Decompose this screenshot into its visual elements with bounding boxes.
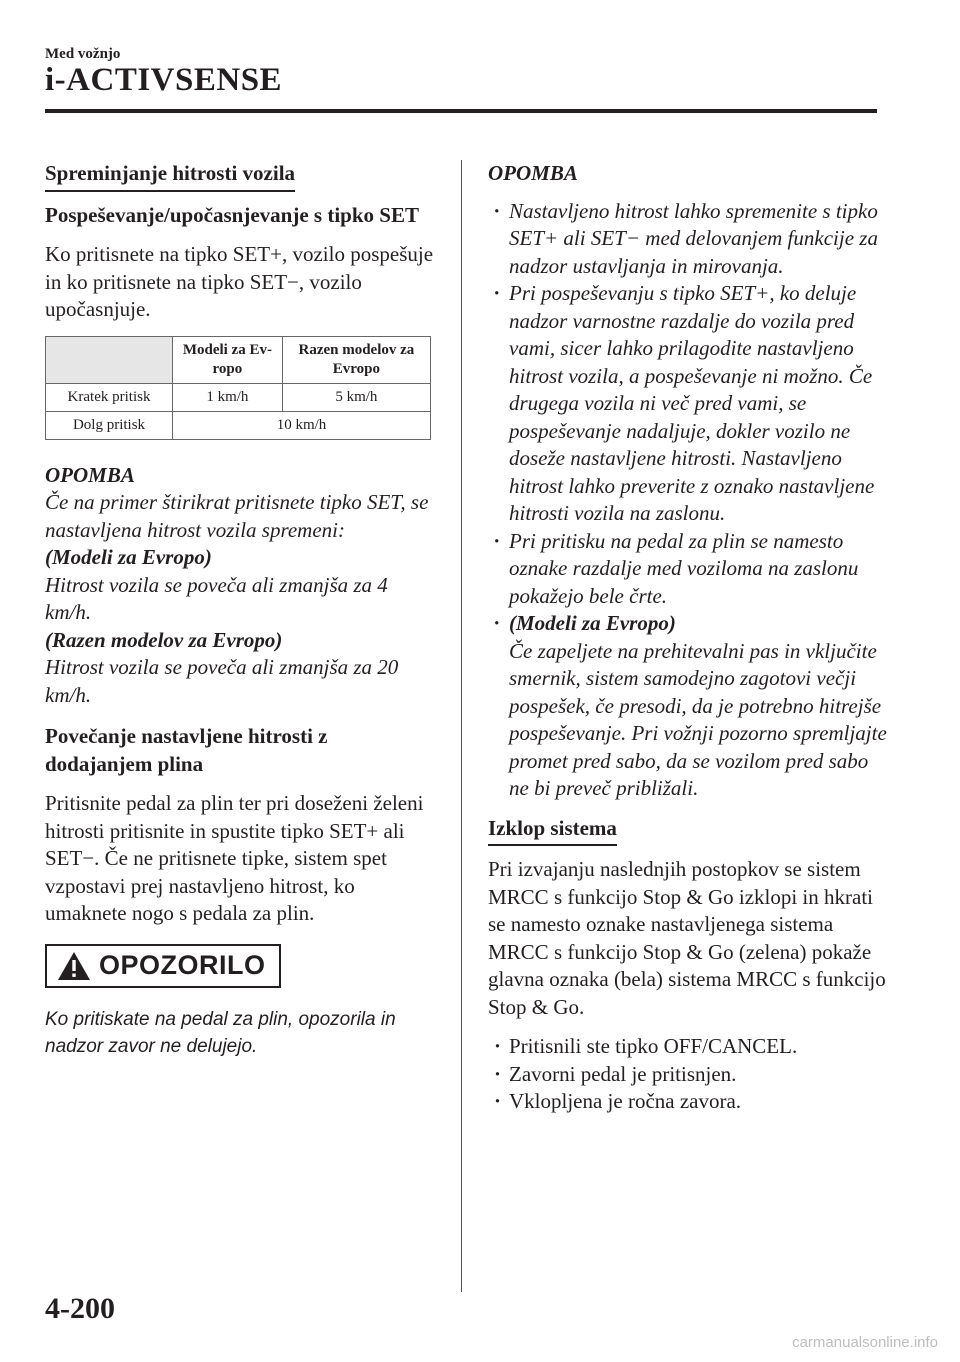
header-rule — [45, 109, 877, 113]
warning-label: OPOZORILO — [99, 949, 266, 980]
list-item: · Zavorni pedal je pritisnjen. — [488, 1061, 888, 1089]
column-divider — [461, 160, 462, 1292]
section-title-speed-change: Spreminjanje hitrosti vozila — [45, 160, 295, 192]
note-label: OPOMBA — [488, 161, 578, 185]
section-title-system-off: Izklop sistema — [488, 815, 617, 847]
note-list — [488, 198, 888, 803]
condition-list — [488, 1033, 888, 1116]
table-row — [46, 411, 431, 439]
list-item: · Pritisnili ste tipko OFF/CANCEL. — [488, 1033, 888, 1061]
table-header-eu: Modeli za Ev-ropo — [173, 336, 283, 383]
table-cell-both: 10 km/h — [173, 411, 431, 439]
right-column — [488, 160, 888, 1116]
subsection-title-accelerator: Povečanje nastavljene hitrosti z dodajanjem plina — [45, 724, 328, 776]
table-cell-label: Dolg pritisk — [46, 411, 173, 439]
list-item: · Pri pospeševanju s tipko SET+, ko deluje nadzor varnostne razdalje do vozila pred vami, sicer lahko prilagodite nastavljeno hitrost vozila, a pospeševanje ni možno. Če drugega vozila ni več pred vami, se pospeševanje nadaljuje, dokler vozilo ne doseže nastavljene hitrosti. Nastavljeno hitrost lahko preverite z oznako nastavljene hitrosti vozila na zaslonu. — [488, 280, 888, 528]
table-header-blank — [46, 336, 173, 383]
speed-step-table — [45, 336, 431, 440]
note-label: OPOMBA — [45, 462, 135, 487]
list-item — [488, 610, 888, 803]
note-item-eu-text: Če zapeljete na prehitevalni pas in vključite smernik, sistem samodejno zagotovi večji pospešek, če presodi, da je potrebno hitrejše pospeševanje. Pri vožnji pozorno spremljajte promet pred sabo, da se vozilom pred sabo ne bi preveč približali. — [509, 638, 887, 800]
chapter-label: Med vožnjo — [45, 46, 121, 62]
page-number: 4-200 — [45, 1292, 115, 1325]
list-item: · Nastavljeno hitrost lahko spremenite s tipko SET+ ali SET− med delovanjem funkcije za nadzor ustavljanja in mirovanja. — [488, 198, 888, 281]
left-column — [45, 160, 435, 1060]
table-row — [46, 383, 431, 411]
note-item-eu-label: (Modeli za Evropo) — [509, 611, 676, 635]
subsection-title-set-button: Pospeševanje/upočasnjevanje s tipko SET — [45, 202, 419, 227]
note-intro: Če na primer štirikrat pritisnete tipko SET, se nastavljena hitrost vozila spremeni: — [45, 490, 429, 542]
page-title: i-ACTIVSENSE — [45, 62, 283, 98]
paragraph-system-off: Pri izvajanju naslednjih postopkov se sistem MRCC s funkcijo Stop & Go izklopi in hkrati se namesto oznake nastavljenega sistema MRCC s funkcijo Stop & Go (zelena) pokaže glavna oznaka (bela) sistema MRCC s funkcijo Stop & Go. — [488, 857, 886, 1019]
table-cell-eu: 1 km/h — [173, 383, 283, 411]
warning-triangle-icon — [57, 951, 91, 981]
table-cell-label: Kratek pritisk — [46, 383, 173, 411]
warning-text: Ko pritiskate na pedal za plin, opozorila in nadzor zavor ne delujejo. — [45, 1008, 396, 1057]
note-non-eu-text: Hitrost vozila se poveča ali zmanjša za 20 km/h. — [45, 655, 399, 707]
paragraph-accelerator: Pritisnite pedal za plin ter pri doseženi želeni hitrosti pritisnite in spustite tipko SET+ ali SET−. Če ne pritisnete tipke, sistem spet vzpostavi prej nastavljeno hitrost, ko umaknete nogo s pedala za plin. — [45, 791, 424, 925]
note-eu-label: (Modeli za Evropo) — [45, 545, 212, 569]
note-non-eu-label: (Razen modelov za Evropo) — [45, 627, 283, 652]
paragraph-set-button: Ko pritisnete na tipko SET+, vozilo pospešuje in ko pritisnete na tipko SET−, vozilo upočasnjuje. — [45, 242, 434, 321]
warning-box — [45, 944, 281, 988]
watermark: carmanualsonline.info — [792, 1334, 938, 1351]
table-header-row — [46, 336, 431, 383]
table-header-non-eu: Razen modelov za Evropo — [282, 336, 430, 383]
list-item: · Vklopljena je ročna zavora. — [488, 1088, 888, 1116]
note-eu-text: Hitrost vozila se poveča ali zmanjša za 4 km/h. — [45, 572, 388, 624]
table-cell-non-eu: 5 km/h — [282, 383, 430, 411]
list-item: · Pri pritisku na pedal za plin se namesto oznake razdalje med voziloma na zaslonu pokažejo bele črte. — [488, 528, 888, 611]
